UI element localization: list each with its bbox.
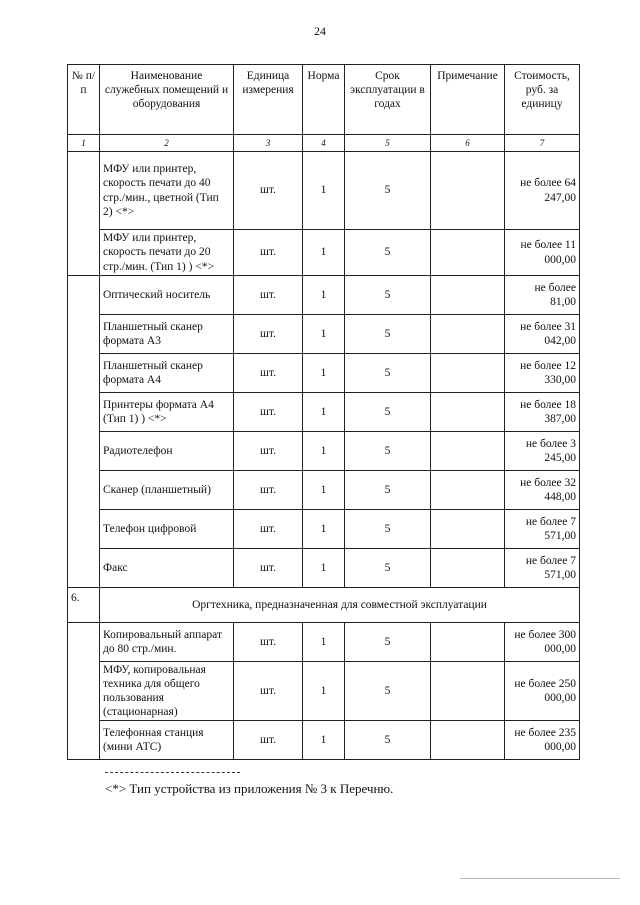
row-number-cell: [68, 276, 100, 588]
item-name: Копировальный аппарат до 80 стр./мин.: [100, 623, 234, 662]
item-term: 5: [345, 432, 431, 471]
item-norm: 1: [303, 230, 345, 276]
header-cell: Стоимость, руб. за единицу: [505, 65, 580, 135]
item-price: не более 12 330,00: [505, 354, 580, 393]
item-price: не более 3 245,00: [505, 432, 580, 471]
item-note: [431, 393, 505, 432]
item-norm: 1: [303, 510, 345, 549]
item-unit: шт.: [234, 623, 303, 662]
item-norm: 1: [303, 315, 345, 354]
table-row: [68, 623, 580, 662]
item-note: [431, 549, 505, 588]
item-price: не более 81,00: [505, 276, 580, 315]
item-note: [431, 276, 505, 315]
header-row: [68, 65, 580, 135]
item-unit: шт.: [234, 354, 303, 393]
item-note: [431, 432, 505, 471]
column-number: 6: [431, 135, 505, 152]
item-note: [431, 662, 505, 721]
item-price: не более 11 000,00: [505, 230, 580, 276]
item-norm: 1: [303, 721, 345, 760]
item-norm: 1: [303, 623, 345, 662]
item-norm: 1: [303, 354, 345, 393]
item-term: 5: [345, 549, 431, 588]
equipment-table: [67, 64, 580, 760]
item-note: [431, 623, 505, 662]
item-note: [431, 152, 505, 230]
header-cell: Примечание: [431, 65, 505, 135]
item-unit: шт.: [234, 432, 303, 471]
item-norm: 1: [303, 393, 345, 432]
item-name: Планшетный сканер формата А4: [100, 354, 234, 393]
item-name: Сканер (планшетный): [100, 471, 234, 510]
item-unit: шт.: [234, 510, 303, 549]
item-norm: 1: [303, 662, 345, 721]
column-number: 2: [100, 135, 234, 152]
item-name: Факс: [100, 549, 234, 588]
table-row: [68, 662, 580, 721]
item-term: 5: [345, 510, 431, 549]
table-row: [68, 721, 580, 760]
table-row: [68, 510, 580, 549]
table-row: [68, 315, 580, 354]
header-cell: Норма: [303, 65, 345, 135]
item-name: Принтеры формата А4 (Тип 1) ) <*>: [100, 393, 234, 432]
item-term: 5: [345, 623, 431, 662]
row-number-cell: [68, 152, 100, 276]
row-number-cell: [68, 623, 100, 760]
column-number-row: [68, 135, 580, 152]
item-unit: шт.: [234, 393, 303, 432]
item-term: 5: [345, 471, 431, 510]
section-row: [68, 588, 580, 623]
item-price: не более 31 042,00: [505, 315, 580, 354]
header-cell: Единица измерения: [234, 65, 303, 135]
header-cell: Срок эксплуатации в годах: [345, 65, 431, 135]
footnote: <*> Тип устройства из приложения № 3 к Перечню.: [105, 781, 394, 796]
item-term: 5: [345, 721, 431, 760]
item-unit: шт.: [234, 152, 303, 230]
item-price: не более 235 000,00: [505, 721, 580, 760]
table-body: [68, 152, 580, 760]
footnote-separator: [105, 772, 240, 773]
item-price: не более 32 448,00: [505, 471, 580, 510]
item-note: [431, 471, 505, 510]
item-unit: шт.: [234, 549, 303, 588]
header-cell: № п/п: [68, 65, 100, 135]
item-name: Оптический носитель: [100, 276, 234, 315]
item-term: 5: [345, 230, 431, 276]
item-norm: 1: [303, 276, 345, 315]
item-norm: 1: [303, 471, 345, 510]
item-term: 5: [345, 354, 431, 393]
table-row: [68, 471, 580, 510]
item-price: не более 300 000,00: [505, 623, 580, 662]
table-row: [68, 276, 580, 315]
item-term: 5: [345, 662, 431, 721]
page-number: 24: [314, 24, 326, 38]
item-note: [431, 315, 505, 354]
item-name: Телефонная станция (мини АТС): [100, 721, 234, 760]
item-norm: 1: [303, 549, 345, 588]
item-unit: шт.: [234, 276, 303, 315]
item-name: Телефон цифровой: [100, 510, 234, 549]
item-unit: шт.: [234, 315, 303, 354]
item-name: Планшетный сканер формата А3: [100, 315, 234, 354]
item-unit: шт.: [234, 721, 303, 760]
table-row: [68, 393, 580, 432]
item-norm: 1: [303, 432, 345, 471]
column-number: 1: [68, 135, 100, 152]
item-name: МФУ или принтер, скорость печати до 20 стр./мин. (Тип 1) ) <*>: [100, 230, 234, 276]
item-note: [431, 354, 505, 393]
item-price: не более 18 387,00: [505, 393, 580, 432]
section-number: 6.: [68, 588, 100, 623]
item-term: 5: [345, 276, 431, 315]
table-row: [68, 354, 580, 393]
column-number: 3: [234, 135, 303, 152]
item-price: не более 64 247,00: [505, 152, 580, 230]
column-number: 5: [345, 135, 431, 152]
item-term: 5: [345, 393, 431, 432]
table-row: [68, 549, 580, 588]
item-name: Радиотелефон: [100, 432, 234, 471]
table-row: [68, 230, 580, 276]
item-unit: шт.: [234, 230, 303, 276]
item-note: [431, 721, 505, 760]
table-row: [68, 152, 580, 230]
item-unit: шт.: [234, 471, 303, 510]
item-norm: 1: [303, 152, 345, 230]
item-name: МФУ, копировальная техника для общего пользования (стационарная): [100, 662, 234, 721]
column-number: 4: [303, 135, 345, 152]
table-row: [68, 432, 580, 471]
item-price: не более 7 571,00: [505, 510, 580, 549]
header-cell: Наименование служебных помещений и оборудования: [100, 65, 234, 135]
item-term: 5: [345, 315, 431, 354]
footnotes: [105, 772, 393, 797]
item-name: МФУ или принтер, скорость печати до 40 стр./мин., цветной (Тип 2) <*>: [100, 152, 234, 230]
item-note: [431, 510, 505, 549]
item-price: не более 250 000,00: [505, 662, 580, 721]
column-number: 7: [505, 135, 580, 152]
item-unit: шт.: [234, 662, 303, 721]
item-note: [431, 230, 505, 276]
item-term: 5: [345, 152, 431, 230]
item-price: не более 7 571,00: [505, 549, 580, 588]
bottom-rule: [460, 878, 620, 879]
section-title: Оргтехника, предназначенная для совместной эксплуатации: [100, 588, 580, 623]
